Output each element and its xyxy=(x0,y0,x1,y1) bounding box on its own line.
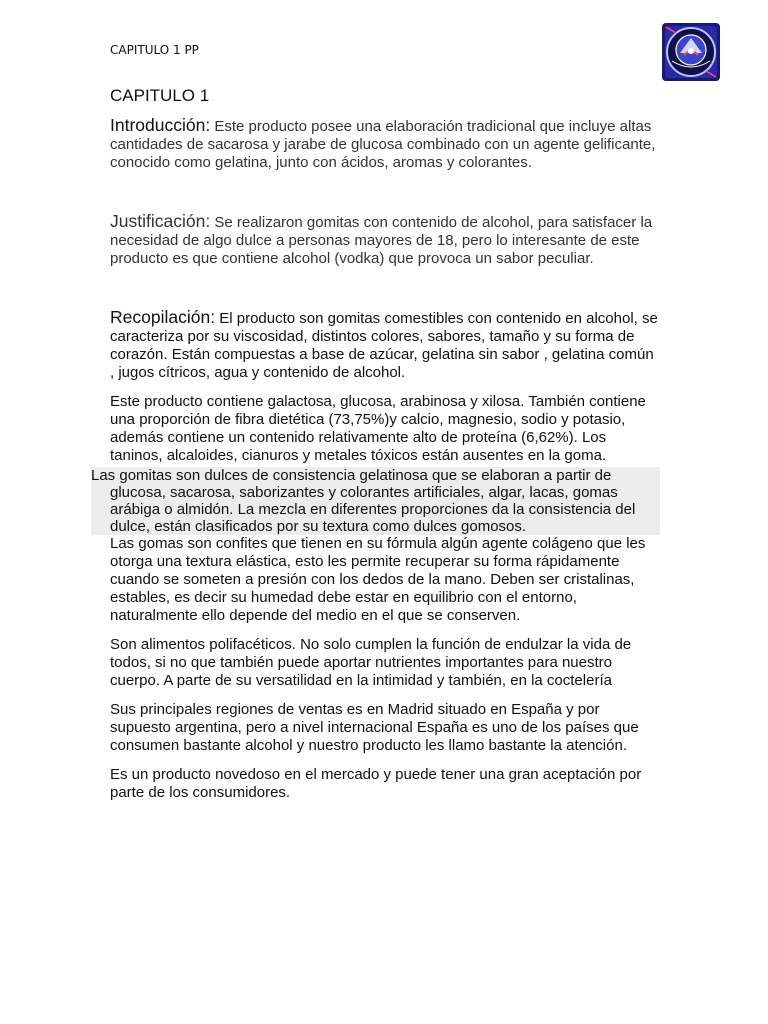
institution-seal-logo xyxy=(662,23,720,81)
regions-paragraph: Sus principales regiones de ventas es en Madrid situado en España y por supuesto argentina, pero a nivel internacional España es uno de los países que consumen bastante alcohol y nuestro producto les llamo bastante la atención. xyxy=(110,701,639,754)
gums-paragraph: Las gomas son confites que tienen en su fórmula algún agente colágeno que les otorga una textura elástica, esto les permite recuperar su forma rápidamente cuando se someten a presión con los dedos de la mano. Deben ser cristalinas, estables, es decir su humedad debe estar en equilibrio con el entorno, naturalmente ello depende del medio en el que se conserven. xyxy=(110,535,646,624)
justification-paragraph xyxy=(110,212,660,268)
multifaceted-paragraph: Son alimentos polifacéticos. No solo cumplen la función de endulzar la vida de todos, si no que también puede aportar nutrientes importantes para nuestro cuerpo. A parte de su versatilidad en la intimidad y también, en la coctelería xyxy=(110,636,632,689)
document-body xyxy=(91,84,660,802)
novelty-paragraph: Es un producto novedoso en el mercado y puede tener una gran aceptación por parte de los consumidores. xyxy=(110,766,642,801)
intro-text: Este producto posee una elaboración tradicional que incluye altas cantidades de sacarosa y jarabe de glucosa combinado con un agente gelificante, conocido como gelatina, junto con ácidos, aromas y colorantes. xyxy=(110,118,656,171)
compilation-heading: Recopilación: xyxy=(110,307,216,327)
composition-paragraph: Este producto contiene galactosa, glucosa, arabinosa y xilosa. También contiene una proporción de fibra dietética (73,75%)y calcio, magnesio, sodio y potasio, además contiene un contenido relativamente alto de proteína (6,62%). Los taninos, alcaloides, cianuros y metales tóxicos están ausentes en la goma. xyxy=(110,393,646,464)
chapter-title: CAPITULO 1 xyxy=(110,86,210,105)
compilation-paragraph xyxy=(110,308,660,382)
justification-heading: Justificación: xyxy=(110,211,211,231)
intro-paragraph xyxy=(110,116,660,172)
page-header: CAPITULO 1 PP xyxy=(110,43,199,57)
justification-text: Se realizaron gomitas con contenido de alcohol, para satisfacer la necesidad de algo dulce a personas mayores de 18, pero lo interesante de este producto es que contiene alcohol (vodka) que provoca un sabor peculiar. xyxy=(110,214,653,267)
compilation-text: El producto son gomitas comestibles con contenido en alcohol, se caracteriza por su viscosidad, distintos colores, sabores, tamaño y su forma de corazón. Están compuestas a base de azúcar, gelatina sin sabor , gelatina común , jugos cítricos, agua y contenido de alcohol. xyxy=(110,310,658,381)
highlighted-paragraph: Las gomitas son dulces de consistencia gelatinosa que se elaboran a partir de glucosa, sacarosa, saborizantes y colorantes artificiales, algar, lacas, gomas arábiga o almidón. La mezcla en diferentes proporciones da la consistencia del dulce, están clasificados por su textura como dulces gomosos. xyxy=(91,467,660,535)
intro-heading: Introducción: xyxy=(110,115,211,135)
